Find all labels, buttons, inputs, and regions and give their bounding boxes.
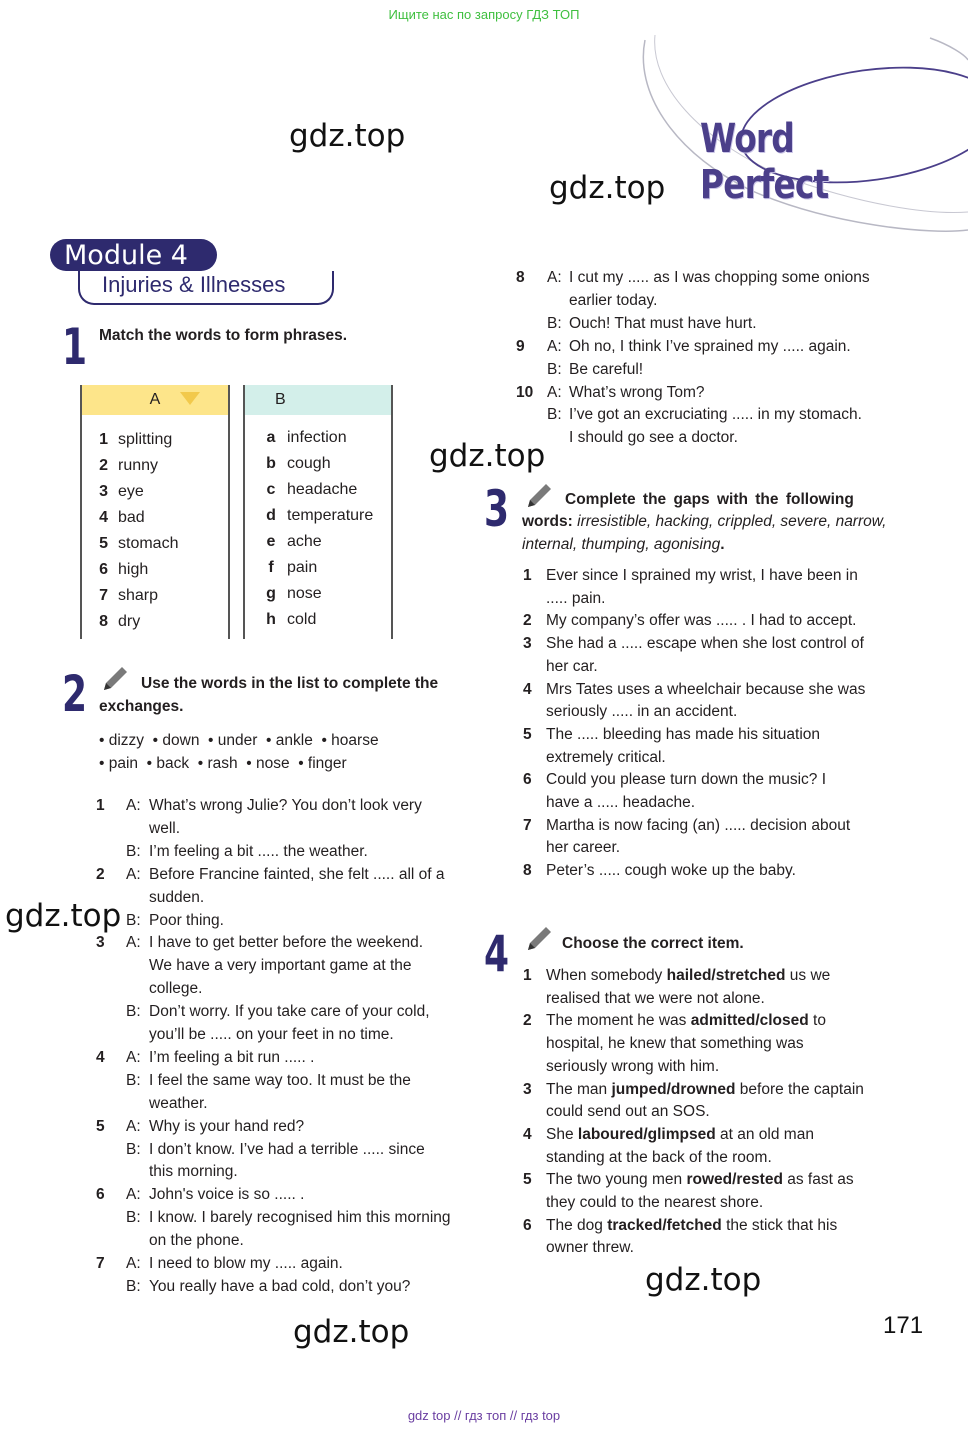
exercise-3-word-list-cont [522, 533, 725, 556]
item-word: runny [118, 457, 159, 474]
sentence-text: Martha is now facing (an) ..... decision about [546, 816, 851, 834]
item-number: 1 [99, 431, 108, 448]
dialogue-number: 3 [96, 934, 105, 952]
sentence-part: at an old man [715, 1125, 814, 1143]
column-b-row [245, 425, 391, 451]
column-a-row [82, 479, 228, 505]
speaker-label: A: [547, 337, 562, 355]
column-b-row [245, 477, 391, 503]
dialogue-text: John's voice is so ..... . [149, 1186, 305, 1204]
sentence-part: The man [546, 1080, 612, 1098]
column-a-pointer-icon [180, 392, 200, 406]
sentence-part: realised that we were not alone. [546, 989, 765, 1007]
speaker-label: A: [126, 1117, 141, 1135]
sentence-text: extremely critical. [546, 748, 666, 766]
speaker-label: A: [547, 269, 562, 286]
speaker-label: A: [547, 383, 562, 401]
sentence-text: her car. [546, 657, 598, 675]
exercise-2-number: 2 [62, 665, 88, 723]
dialogue-text: this morning. [149, 1163, 238, 1181]
match-column-b [243, 385, 393, 639]
dialogue-number: 9 [516, 337, 525, 355]
exercise-3-instruction: Complete the gaps with the following [565, 491, 854, 508]
item-word: cough [287, 455, 331, 472]
sentence-number: 6 [523, 1216, 532, 1234]
speaker-label: B: [547, 360, 562, 378]
dialogue-text: sudden. [149, 888, 205, 906]
dialogue-number: 5 [96, 1117, 105, 1135]
exercise-3-word-list [522, 510, 886, 533]
item-letter: e [266, 533, 276, 550]
dialogue-text: on the phone. [149, 1232, 244, 1250]
watermark: gdz.top [429, 438, 546, 474]
column-b-row [245, 529, 391, 555]
sentence-number: 7 [523, 816, 532, 834]
item-word: high [118, 561, 149, 578]
item-word: eye [118, 483, 144, 500]
item-number: 7 [99, 587, 108, 604]
dialogue-text: Oh no, I think I’ve sprained my ..... again. [569, 337, 851, 355]
sentence-part: the stick that his [721, 1216, 838, 1234]
pencil-icon [100, 664, 130, 694]
speaker-label: A: [126, 865, 141, 883]
speaker-label: B: [126, 1071, 141, 1089]
item-number: 6 [99, 561, 108, 578]
dialogue-text: I should go see a doctor. [569, 429, 738, 447]
sentence-number: 1 [523, 567, 532, 584]
sentence-number: 4 [523, 1125, 532, 1143]
column-a-row [82, 609, 228, 635]
dialogue-text: I know. I barely recognised him this morning [149, 1209, 451, 1227]
word-list: • pain • back • rash • nose • finger [99, 755, 347, 772]
speaker-label: A: [126, 797, 141, 814]
sentence-text [546, 1035, 804, 1053]
answer-choices[interactable]: hailed/stretched [666, 967, 786, 984]
dialogue-text: Why is your hand red? [149, 1117, 305, 1135]
item-word: pain [287, 559, 318, 576]
column-b-row [245, 555, 391, 581]
sentence-text [546, 1194, 763, 1212]
sentence-text: Ever since I sprained my wrist, I have been in [546, 567, 858, 584]
sentence-number: 6 [523, 771, 532, 789]
speaker-label: A: [126, 1048, 141, 1066]
sentence-text [546, 990, 765, 1008]
sentence-part: When somebody [546, 967, 667, 984]
item-number: 5 [99, 535, 108, 552]
speaker-label: B: [126, 1209, 141, 1227]
sentence-part: could send out an SOS. [546, 1103, 710, 1121]
item-number: 8 [99, 613, 108, 630]
dialogue-text: Be careful! [569, 360, 644, 378]
speaker-label: B: [126, 1140, 141, 1158]
item-word: splitting [118, 431, 173, 448]
exercise-2-instruction: Use the words in the list to complete the [141, 675, 439, 692]
answer-choices[interactable]: tracked/fetched [607, 1216, 722, 1234]
sentence-part: as fast as [782, 1171, 854, 1189]
speaker-label: A: [126, 1255, 141, 1272]
sentence-number: 4 [523, 680, 532, 698]
dialogue-text: well. [149, 819, 181, 837]
column-b-row [245, 581, 391, 607]
dialogue-text: Before Francine fainted, she felt ..... all of a [149, 865, 445, 883]
sentence-text [546, 1171, 854, 1189]
watermark: gdz.top [293, 1314, 410, 1350]
footer-links[interactable]: gdz top // гдз топ // гдз top [407, 1408, 561, 1423]
speaker-label: B: [547, 406, 562, 424]
sentence-number: 5 [523, 725, 532, 743]
dialogue-text: I cut my ..... as I was chopping some onions [569, 269, 870, 286]
sentence-text [546, 1126, 814, 1144]
sentence-text [546, 1217, 837, 1235]
column-a-row [82, 505, 228, 531]
column-b-header [245, 385, 391, 415]
column-a-row [82, 427, 228, 453]
sentence-part: standing at the back of the room. [546, 1148, 772, 1166]
sentence-number: 1 [523, 967, 532, 984]
dialogue-number: 4 [96, 1048, 105, 1066]
item-letter: h [266, 611, 276, 628]
dialogue-text: You really have a bad cold, don’t you? [149, 1277, 411, 1295]
sentence-number: 5 [523, 1171, 532, 1189]
item-word: infection [287, 429, 347, 446]
sentence-part: seriously wrong with him. [546, 1057, 720, 1075]
dialogue-text: weather. [149, 1094, 208, 1112]
speaker-label: A: [126, 1186, 141, 1204]
sentence-part: The moment he was [546, 1012, 691, 1030]
speaker-label: B: [126, 911, 141, 929]
column-b-row [245, 503, 391, 529]
sentence-text: Peter’s ..... cough woke up the baby. [546, 862, 796, 880]
dialogue-text: We have a very important game at the [149, 957, 412, 975]
answer-choices[interactable]: jumped/drowned [611, 1080, 736, 1098]
dialogue-text: Poor thing. [149, 911, 224, 929]
sentence-part: to [808, 1012, 826, 1030]
word-list-period: . [720, 536, 725, 553]
module-label: Module 4 [50, 239, 217, 271]
item-letter: a [266, 429, 276, 446]
column-b-row [245, 451, 391, 477]
sentence-part: The two young men [546, 1171, 687, 1189]
watermark: gdz.top [645, 1262, 762, 1298]
sentence-part: they could to the nearest shore. [546, 1194, 764, 1211]
column-a-row [82, 453, 228, 479]
sentence-number: 3 [523, 635, 532, 653]
dialogue-text: earlier today. [569, 291, 658, 309]
item-word: dry [118, 613, 141, 630]
word-list: • dizzy • down • under • ankle • hoarse [99, 732, 379, 749]
item-word: nose [287, 585, 322, 602]
sentence-text: The ..... bleeding has made his situation [546, 725, 820, 743]
sentence-text: My company’s offer was ..... . I had to accept. [546, 612, 857, 630]
pencil-icon [524, 481, 554, 511]
words-label: words: [522, 513, 573, 530]
dialogue-text: Don’t worry. If you take care of your cold, [149, 1003, 430, 1021]
sentence-text: seriously ..... in an accident. [546, 703, 738, 721]
word-list-items: internal, thumping, agonising [522, 536, 721, 553]
item-letter: b [266, 455, 276, 472]
sentence-text: She had a ..... escape when she lost control of [546, 635, 864, 653]
item-number: 3 [99, 483, 108, 500]
column-a-row [82, 557, 228, 583]
dialogue-text: I’m feeling a bit ..... the weather. [149, 842, 368, 860]
sentence-number: 2 [523, 1012, 532, 1030]
dialogue-number: 6 [96, 1186, 105, 1204]
item-letter: g [266, 585, 276, 602]
column-a-header-label: A [149, 391, 161, 408]
speaker-label: B: [126, 1277, 141, 1295]
sentence-text [546, 1058, 719, 1076]
item-word: bad [118, 509, 145, 526]
sentence-text [546, 1149, 772, 1167]
sentence-text: have a ..... headache. [546, 794, 696, 811]
answer-choices[interactable]: laboured/glimpsed [577, 1125, 716, 1143]
dialogue-text: I have to get better before the weekend. [149, 934, 424, 952]
sentence-number: 8 [523, 862, 532, 880]
exercise-1-instruction: Match the words to form phrases. [99, 327, 348, 344]
watermark: gdz.top [5, 898, 122, 934]
sentence-text [546, 1012, 826, 1030]
dialogue-number: 8 [516, 269, 525, 286]
answer-choices[interactable]: admitted/closed [690, 1012, 809, 1030]
sentence-text [546, 1081, 864, 1099]
watermark: gdz.top [549, 170, 666, 206]
exercise-2-instruction-cont: exchanges. [99, 698, 184, 715]
sentence-part: before the captain [735, 1080, 864, 1098]
page-number: 171 [883, 1312, 924, 1339]
sentence-part: She [546, 1125, 578, 1143]
speaker-label: B: [126, 1003, 141, 1021]
item-word: ache [287, 533, 322, 550]
item-word: stomach [118, 535, 179, 552]
sentence-text: her career. [546, 839, 621, 857]
sentence-number: 2 [523, 612, 532, 630]
item-number: 4 [99, 509, 108, 526]
item-letter: f [268, 559, 274, 576]
match-column-a [80, 385, 230, 639]
column-a-row [82, 583, 228, 609]
dialogue-number: 1 [96, 797, 105, 814]
sentence-text [546, 1239, 634, 1257]
module-subtitle: Injuries & Illnesses [78, 271, 334, 305]
dialogue-number: 7 [96, 1255, 105, 1272]
dialogue-text: I feel the same way too. It must be the [149, 1071, 411, 1089]
dialogue-text: I need to blow my ..... again. [149, 1255, 343, 1272]
dialogue-text: I’ve got an excruciating ..... in my stomach. [569, 406, 862, 424]
speaker-label: B: [126, 842, 141, 860]
sentence-text [546, 967, 830, 985]
top-banner[interactable]: Ищите нас по запросу ГДЗ ТОП [388, 7, 580, 22]
answer-choices[interactable]: rowed/rested [686, 1171, 783, 1189]
exercise-1-number: 1 [62, 318, 88, 376]
column-b-row [245, 607, 391, 633]
speaker-label: A: [126, 934, 141, 952]
pencil-icon [524, 924, 554, 954]
item-word: cold [287, 611, 317, 628]
dialogue-text: What’s wrong Tom? [569, 383, 705, 401]
sentence-part: us we [785, 967, 831, 984]
column-a-header [82, 385, 228, 415]
item-letter: c [266, 481, 276, 498]
exercise-4-instruction: Choose the correct item. [562, 935, 744, 952]
word-list-items: irresistible, hacking, crippled, severe, narrow, [577, 513, 887, 530]
dialogue-text: I’m feeling a bit run ..... . [149, 1048, 315, 1066]
sentence-text: Could you please turn down the music? I [546, 771, 827, 789]
dialogue-text: What’s wrong Julie? You don’t look very [149, 797, 422, 814]
item-word: sharp [118, 587, 159, 604]
item-word: temperature [287, 507, 374, 524]
sentence-text: Mrs Tates uses a wheelchair because she was [546, 680, 866, 698]
sentence-part: The dog [546, 1216, 608, 1234]
dialogue-number: 10 [516, 383, 534, 401]
item-letter: d [266, 507, 276, 524]
dialogue-number: 2 [96, 865, 105, 883]
dialogue-text: I don’t know. I’ve had a terrible ..... since [149, 1140, 425, 1158]
sentence-part: owner threw. [546, 1239, 634, 1257]
header-title: Word Perfect [700, 116, 829, 208]
sentence-number: 3 [523, 1080, 532, 1098]
sentence-part: hospital, he knew that something was [546, 1035, 804, 1053]
sentence-text [546, 1103, 710, 1121]
sentence-text: ..... pain. [546, 589, 606, 607]
speaker-label: B: [547, 314, 562, 332]
dialogue-text: Ouch! That must have hurt. [569, 314, 757, 332]
exercise-3-number: 3 [484, 480, 510, 538]
column-a-row [82, 531, 228, 557]
item-number: 2 [99, 457, 108, 474]
dialogue-text: college. [149, 980, 203, 998]
watermark: gdz.top [289, 118, 406, 154]
item-word: headache [287, 481, 358, 498]
dialogue-text: you’ll be ..... on your feet in no time. [149, 1026, 394, 1043]
column-b-header-label: B [275, 391, 286, 408]
exercise-4-number: 4 [484, 925, 510, 983]
